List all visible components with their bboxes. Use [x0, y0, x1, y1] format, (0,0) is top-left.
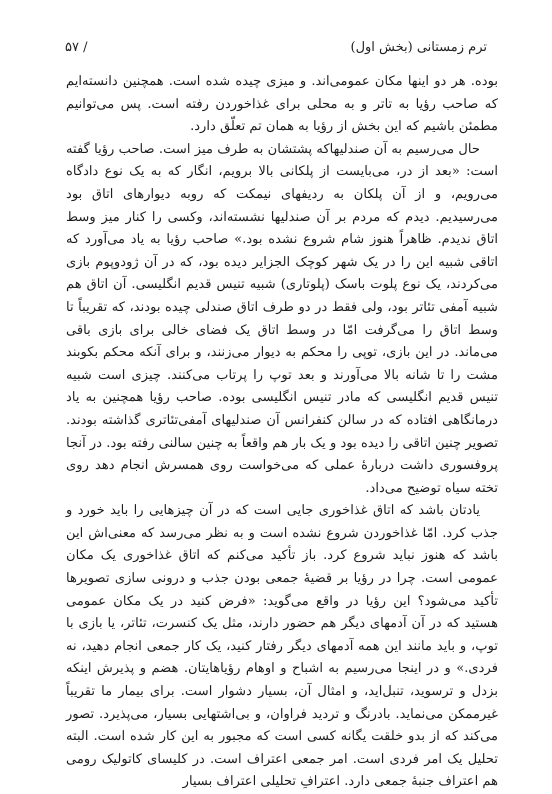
paragraph: حال می‌رسیم به آن صندلیهاکه پشتشان به طرف میز است. صاحب رؤیا گفته است: «بعد از در، می‌بایست از پلکانی بالا برویم، انگار که به یک نوع دادگاه می‌رویم، و از آن پلکان به ردیفهای نیمکت که روبه دیوارهای اتاق بود می‌رسیدیم. دیدم که مردم بر آن صندلیها نشسته‌اند، وکسی را کنار میز وسط اتاق ندیدم. ظاهراً هنوز شام شروع نشده بود.» صاحب رؤیا به یاد می‌آورد که اتاقی شبیه این را در یک شهر کوچک الجزایر دیده بود، که در آن ژودوپوم بازی می‌کردند، یک نوع پلوت باسک (پلوتاری) شبیه تنیس قدیم انگلیسی. آن اتاق هم شبیه آمفی تئاتر بود، ولی فقط در دو طرف اتاق صندلی چیده بودند، که تقریباً تا وسط اتاق را می‌گرفت امّا در وسط اتاق یک فضای خالی برای بازی باقی می‌ماند. در این بازی، توپی را محکم به دیوار می‌زنند، و برای آنکه محکم بکوبند مشت را تا شانه بالا می‌آورند و بعد توپ را پرتاب می‌کنند. چیزی است شبیه تنیس قدیم انگلیسی که مادر تنیس انگلیسی بوده. صاحب رؤیا همچنین به یاد درمانگاهی افتاده که در سالن کنفرانس آن صندلیهای آمفی‌تئاتری گذاشته بودند. تصویر چنین اتاقی را دیده بود و یک بار هم واقعاً به چنین سالنی رفته بود. در آنجا پروفسوری داشت دربارهٔ عملی که می‌خواست روی همسرش انجام دهد روی تخته سیاه توضیح می‌داد. — [66, 141, 498, 496]
running-header — [65, 40, 487, 62]
paragraph: بوده. هر دو اینها مکان عمومی‌اند. و میزی چیده شده است. همچنین دانسته‌ایم که صاحب رؤیا به تاتر و به محلی برای غذاخوردن رفته است. پس می‌توانیم مطمئن باشیم که این بخش از رؤیا به همان تم تعلّق دارد. — [66, 74, 498, 135]
paragraph: یادتان باشد که اتاق غذاخوری جایی است که در آن چیزهایی را باید خورد و جذب کرد. امّا غذاخوردن شروع نشده است و به نظر می‌رسد که معنی‌اش این باشد که هنوز نباید شروع کرد. باز تأکید می‌کنم که اتاق غذاخوری یک مکان عمومی است. چرا در رؤیا بر قضیهٔ جمعی بودن جذب و درونی سازی تصویرها تأکید می‌شود؟ این رؤیا در واقع می‌گوید: «فرض کنید در یک مکان عمومی هستید که در آن آدمهای دیگر هم حضور دارند، مثل یک کنسرت، تئاتر، یا بازی با توپ، و باید مانند این همه آدمهای دیگر رفتار کنید، یک کار جمعی انجام دهید، نه فردی.» و در اینجا می‌رسیم به اشباح و اوهام رؤیاهایتان. هضم و پذیرش اینکه بزدل و ترسوید، تنبل‌اید، و امثال آن، بسیار دشوار است. برای بیمار ما تقریباً غیرممکن می‌نماید. بادرنگ و تردید فراوان، و بی‌اشتهایی بسیار، می‌پذیرد. تصور می‌کند که از بدو خلقت یگانه کسی است که مجبور به این کار شده است. البته تحلیل یک امر فردی است. امر جمعی اعتراف است. در کلیسای کاتولیک رومی هم اعتراف جنبهٔ جمعی دارد. اعترافِ تحلیلی اعتراف بسیار — [66, 503, 498, 790]
chapter-title: ترم زمستانی (بخش اول) — [350, 40, 487, 55]
page-number-group — [65, 40, 88, 55]
page-number: ۵۷ — [65, 40, 79, 55]
header-separator: / — [83, 40, 88, 55]
body-text — [66, 71, 498, 794]
